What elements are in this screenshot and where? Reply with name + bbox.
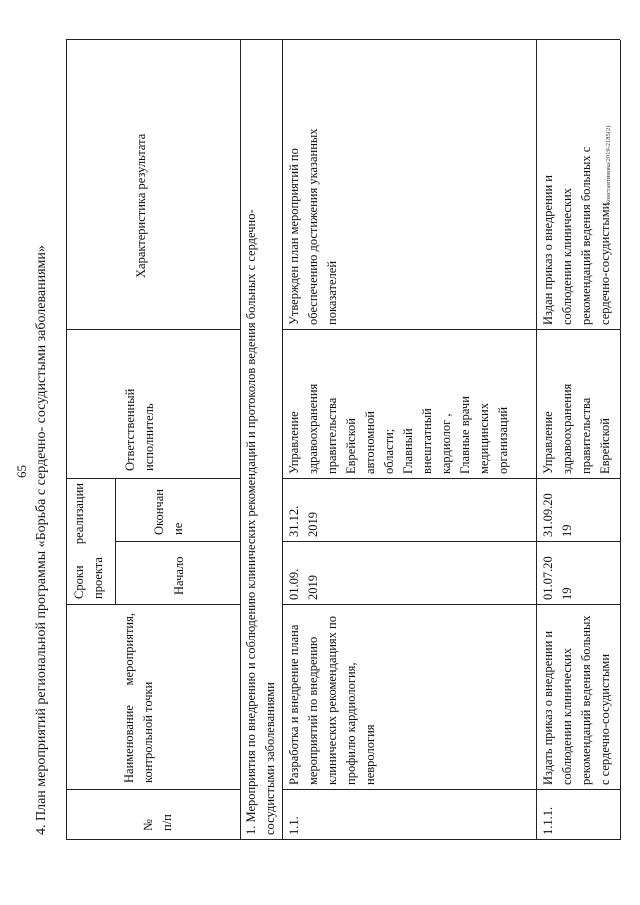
- header-end: Окончан ие: [152, 489, 185, 535]
- page-number: 65: [14, 465, 29, 478]
- header-name: Наименование мероприятия, контрольной точки: [122, 613, 155, 783]
- section-title: 1. Мероприятия по внедрению и соблюдению клинических рекомендаций и протоколов ведения больных с сердечно- сосудистыми заболеваниями: [244, 209, 277, 835]
- row-2-number: 1.1.1.: [541, 806, 555, 835]
- document-heading: 4. План мероприятий региональной программы «Борьба с сердечно- сосудистыми заболеваниями»: [34, 245, 49, 835]
- row-1-number: 1.1.: [287, 816, 301, 835]
- header-start: Начало: [172, 556, 186, 595]
- row-2-result: Издан приказ о внедрении и соблюдении клинических рекомендаций ведения больных с сердечно-сосудистыми: [541, 146, 612, 325]
- document-stamp: Константинова/2019-2185(2): [605, 125, 612, 205]
- header-responsible: Ответственный исполнитель: [123, 388, 156, 471]
- header-number: № п/п: [141, 814, 174, 831]
- row-2-start: 01.07.20 19: [541, 556, 574, 600]
- row-1-result: Утвержден план мероприятий по обеспечению достижения указанных показателей: [287, 128, 339, 325]
- row-2-name: Издать приказ о внедрении и соблюдении клинических рекомендаций ведения больных с сердечно-сосудистыми: [541, 615, 612, 785]
- row-2-responsible: Управление здравоохранения правительства Еврейской: [541, 383, 612, 474]
- row-2-end: 31.09.20 19: [541, 493, 574, 537]
- row-1-responsible: Управление здравоохранения правительства Еврейской автономной области; Главный внештатный кардиолог , Главные врачи медицинских организаций: [287, 383, 510, 474]
- header-result: Характеристика результата: [134, 133, 148, 278]
- header-terms: Сроки реализации проекта: [72, 483, 105, 599]
- row-1-name: Разработка и внедрение плана мероприятий по внедрению клинических рекомендациях по профилю кардиология, неврология: [287, 616, 377, 785]
- row-1-end: 31.12. 2019: [287, 505, 320, 537]
- row-1-start: 01.09. 2019: [287, 568, 320, 600]
